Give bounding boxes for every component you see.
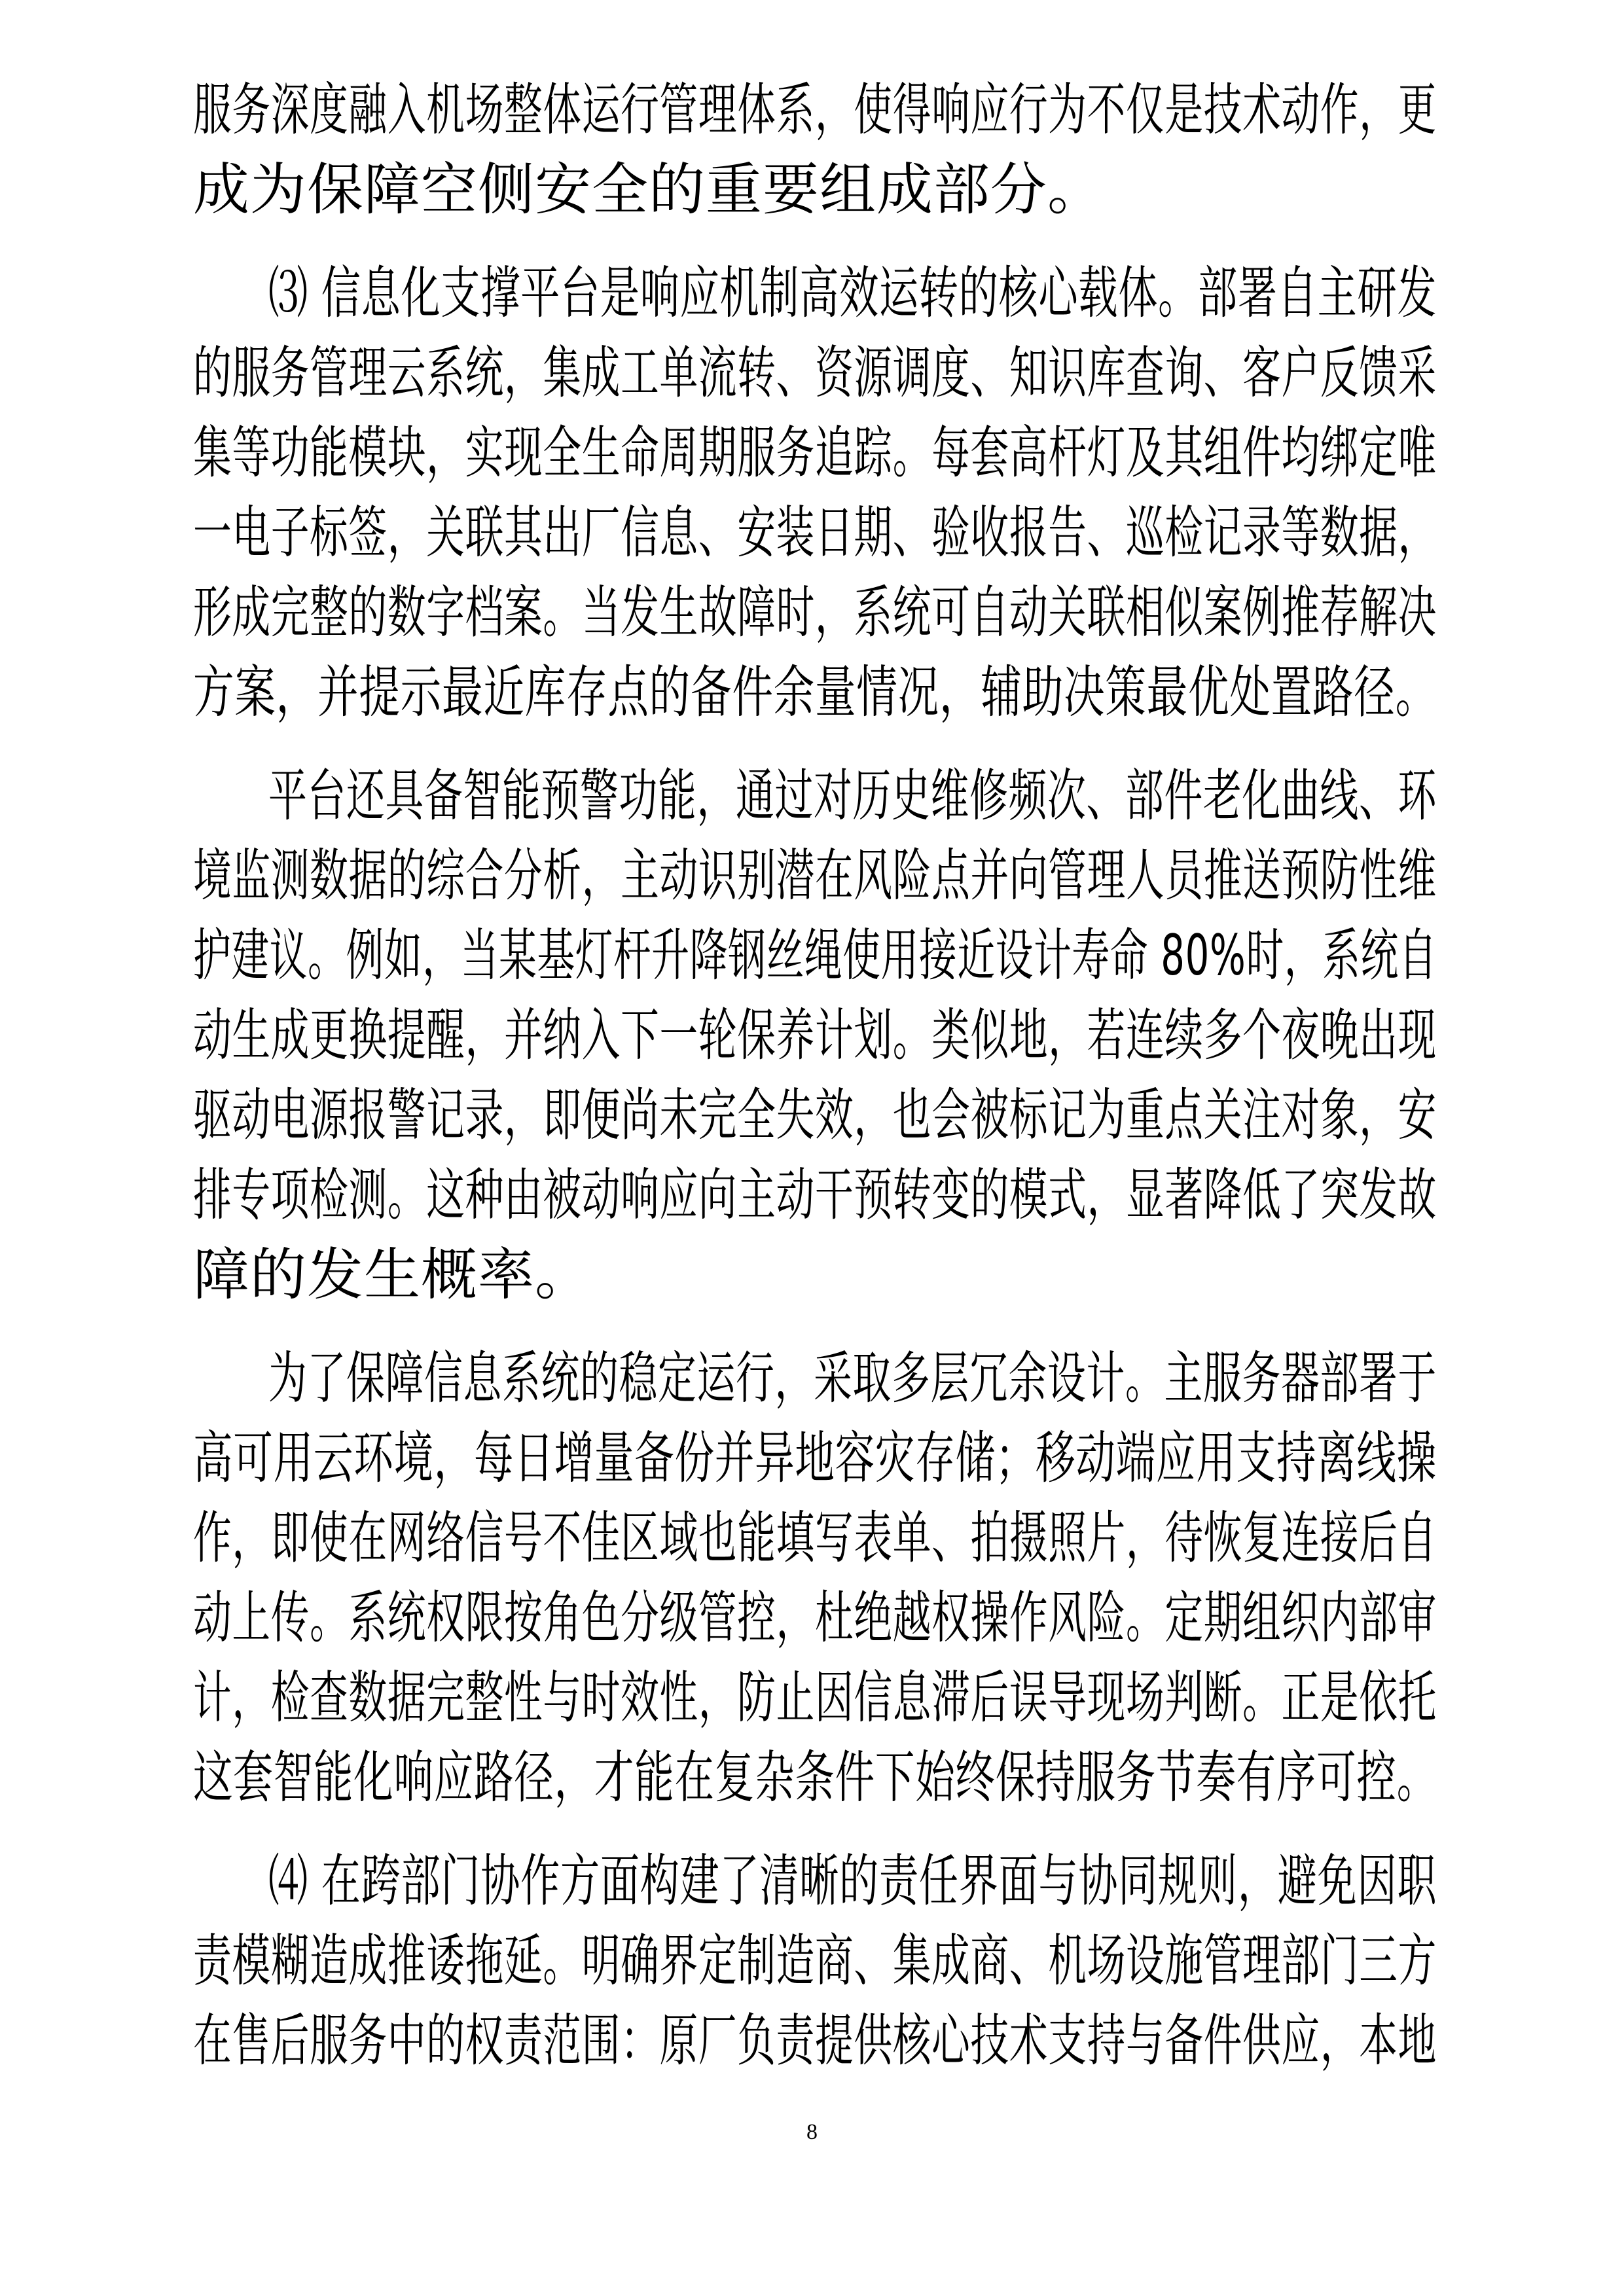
text-line: 驱动电源报警记录，即便尚未完全失效，也会被标记为重点关注对象，安 xyxy=(193,1083,1437,1148)
text-line: 一电子标签，关联其出厂信息、安装日期、验收报告、巡检记录等数据， xyxy=(193,500,1437,565)
text-line: 计，检查数据完整性与时效性，防止因信息滞后误导现场判断。正是依托 xyxy=(193,1665,1437,1731)
text-line: 在售后服务中的权责范围：原厂负责提供核心技术支持与备件供应，本地 xyxy=(193,2008,1437,2073)
text-line: 障的发生概率。 xyxy=(193,1242,592,1308)
page-number: 8 xyxy=(806,2120,818,2144)
text-line: 的服务管理云系统，集成工单流转、资源调度、知识库查询、客户反馈采 xyxy=(193,340,1437,406)
text-line: 作，即使在网络信号不佳区域也能填写表单、拍摄照片，待恢复连接后自 xyxy=(193,1505,1437,1571)
text-line: 排专项检测。这种由被动响应向主动干预转变的模式，显著降低了突发故 xyxy=(193,1162,1437,1228)
text-line: 高可用云环境，每日增量备份并异地容灾存储；移动端应用支持离线操 xyxy=(193,1426,1437,1491)
text-line: 服务深度融入机场整体运行管理体系，使得响应行为不仅是技术动作，更 xyxy=(193,77,1437,143)
paragraph-start-line: 平台还具备智能预警功能，通过对历史维修频次、部件老化曲线、环 xyxy=(268,763,1437,829)
text-line: 护建议。例如，当某基灯杆升降钢丝绳使用接近设计寿命 80%时，系统自 xyxy=(193,923,1437,988)
text-line: 境监测数据的综合分析，主动识别潜在风险点并向管理人员推送预防性维 xyxy=(193,843,1437,908)
text-line: 动上传。系统权限按角色分级管控，杜绝越权操作风险。定期组织内部审 xyxy=(193,1585,1437,1651)
paragraph-start-line: ⑶ 信息化支撑平台是响应机制高效运转的核心载体。部署自主研发 xyxy=(268,260,1437,326)
text-line: 形成完整的数字档案。当发生故障时，系统可自动关联相似案例推荐解决 xyxy=(193,580,1437,645)
text-line: 责模糊造成推诿拖延。明确界定制造商、集成商、机场设施管理部门三方 xyxy=(193,1928,1437,1994)
text-line: 方案，并提示最近库存点的备件余量情况，辅助决策最优处置路径。 xyxy=(193,660,1437,725)
paragraph-start-line: ⑷ 在跨部门协作方面构建了清晰的责任界面与协同规则，避免因职 xyxy=(268,1848,1437,1914)
text-line: 集等功能模块，实现全生命周期服务追踪。每套高杆灯及其组件均绑定唯 xyxy=(193,420,1437,486)
text-line: 这套智能化响应路径，才能在复杂条件下始终保持服务节奏有序可控。 xyxy=(193,1745,1437,1810)
text-line: 动生成更换提醒，并纳入下一轮保养计划。类似地，若连续多个夜晚出现 xyxy=(193,1003,1437,1068)
text-line: 成为保障空侧安全的重要组成部分。 xyxy=(193,157,1104,223)
paragraph-start-line: 为了保障信息系统的稳定运行，采取多层冗余设计。主服务器部署于 xyxy=(268,1346,1437,1411)
